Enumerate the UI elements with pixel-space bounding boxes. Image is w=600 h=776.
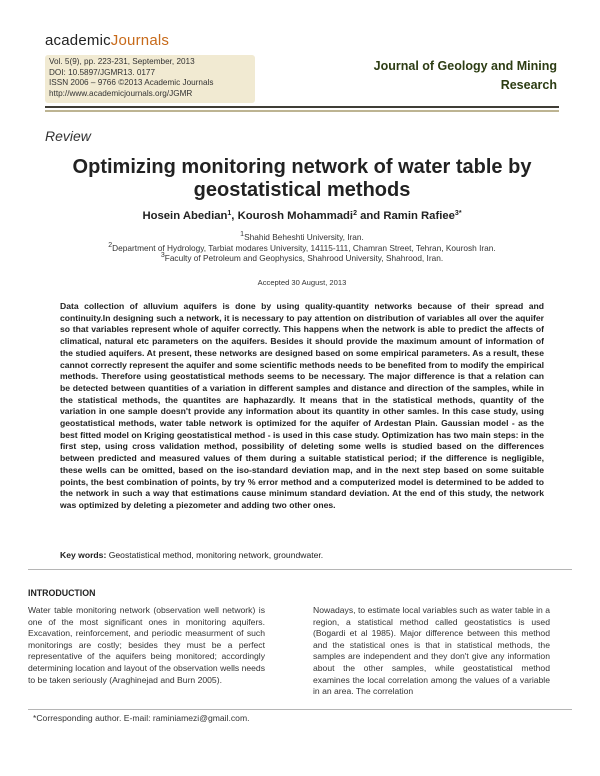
meta-doi: DOI: 10.5897/JGMR13. 0177: [49, 67, 156, 77]
affiliation-sup: 1: [240, 231, 245, 238]
author-separator: and: [356, 210, 384, 222]
paper-title-line2: geostatistical methods: [193, 178, 411, 201]
author-sup: 3*: [454, 210, 462, 217]
affiliation-sup: 2: [108, 241, 113, 249]
affiliation-text: Department of Hydrology, Tarbiat modares University, 14115-111, Chamran Street, Tehran, Kourosh Iran.: [112, 242, 496, 253]
affiliation-sup: 3: [160, 252, 165, 259]
author-name: Hosein Abedian: [142, 210, 228, 222]
footnote-rule: [28, 709, 572, 710]
paper-title: [40, 156, 564, 201]
keywords-label: Key words:: [60, 550, 107, 560]
affiliation-text: Faculty of Petroleum and Geophysics, Shahrood University, Shahrood, Iran.: [164, 253, 444, 263]
journal-title-line2: Research: [500, 78, 557, 92]
author-separator: ,: [231, 210, 238, 222]
accepted-date: Accepted 30 August, 2013: [257, 278, 347, 287]
publisher-logo: [45, 32, 169, 49]
paper-title-line1: Optimizing monitoring network of water table by: [72, 156, 532, 178]
author-list: [40, 210, 564, 222]
affiliation-2: [40, 243, 564, 254]
keywords: [60, 550, 544, 560]
journal-title: [327, 57, 557, 95]
introduction-heading: INTRODUCTION: [28, 588, 96, 598]
affiliation-text: Shahid Beheshti University, Iran.: [244, 232, 364, 242]
affiliation-3: [40, 253, 564, 264]
corresponding-author-footnote: *Corresponding author. E-mail: raminiamezi@gmail.com.: [33, 713, 250, 723]
logo-journals: Journals: [110, 32, 170, 49]
journal-title-line1: Journal of Geology and Mining: [373, 59, 557, 73]
header-rule-dark: [45, 106, 559, 108]
citation-meta-box: [45, 55, 255, 103]
keywords-text: Geostatistical method, monitoring network, groundwater.: [106, 550, 324, 560]
meta-volume: Vol. 5(9), pp. 223-231, September, 2013: [49, 57, 195, 66]
author-sup: 2: [353, 210, 357, 217]
author-sup: 1: [227, 210, 232, 217]
header-rule-light: [45, 110, 559, 112]
meta-issn: ISSN 2006 – 9766 ©2013 Academic Journals: [49, 78, 214, 88]
logo-academic: academic: [45, 32, 111, 49]
right-column-text: Nowadays, to estimate local variables such as water table in a region, a statistical method called geostatistics is used (Bogardi et al 1985). Major difference between this method and the statistical ones is that in statistical methods, the samples are independent and they don't give any information about the other samples, while geostatistical method examines the local correlation among the values of a variable in an area. The correlation: [313, 605, 550, 697]
author-name: Kourosh Mohammadi: [237, 210, 354, 222]
affiliations: [40, 232, 564, 264]
affiliation-1: [40, 232, 564, 243]
article-type: Review: [45, 128, 91, 144]
abstract: Data collection of alluvium aquifers is done by using quality-quantity networks because of their spread and continuity.In designing such a network, it is necessary to pay attention on distribution of variables all over the aquifer so that variables represent whole of aquifer correctly. This happens when the network is able to predict the affects of climatical, natural etc parameters on the aquifers. Besides it should provide the maximum amount of information of the studied aquifers. At present, these networks are designed based on some empirical parameters. As a result, these cannot correctly represent the aquifer and some scientific methods needs to be benefited from to modify the empirical methods. Therefore using geostatistical methods seems to be necessary. The major difference is that a relation can be detected between quantities of a variation in different samples and distance and direction of the samples, while in the statistical methods, the quantites are haphazardly. It means that in the statistical methods, quantity of the variation in one sample doesn't provide any information about its quantity in other samles. In this case study, using geostatistical methods, water table network is optimized for the aquifer of Ardestan Plain. Gaussian model - as the best fitted model on Kriging geostatistical method - is used in this case study. Optimization has two main steps: in the first step, using cross validation method, possibility of deleting some wells is studied based on the differences between predicted and measured values of them during a suitable statistical period; if the difference is negligible, these wells can be omitted, based on the iso-standard deviation map, and in the next step based on some suitable points, the best combination of points, by try % error method and a computerized model is determined to be added to the network in such a way that estimations cause minimum standard deviation. At the end of this study, the network was optimized by deleting a piezometer and adding two other ones.: [60, 301, 544, 510]
left-column-text: Water table monitoring network (observation well network) is one of the most significant ones in monitoring aquifers. Excavation, reinforcement, and periodic measurment of such monitorings are costly; besides they must be a perfect representative of the aquifers being monitored; accordingly determining location and layout of the observation wells needs to be taken seriously (Araghinejad and Burn 2005).: [28, 605, 265, 685]
section-divider: [28, 569, 572, 570]
meta-url: http://www.academicjournals.org/JGMR: [49, 88, 193, 98]
author-name: Ramin Rafiee: [383, 210, 455, 222]
